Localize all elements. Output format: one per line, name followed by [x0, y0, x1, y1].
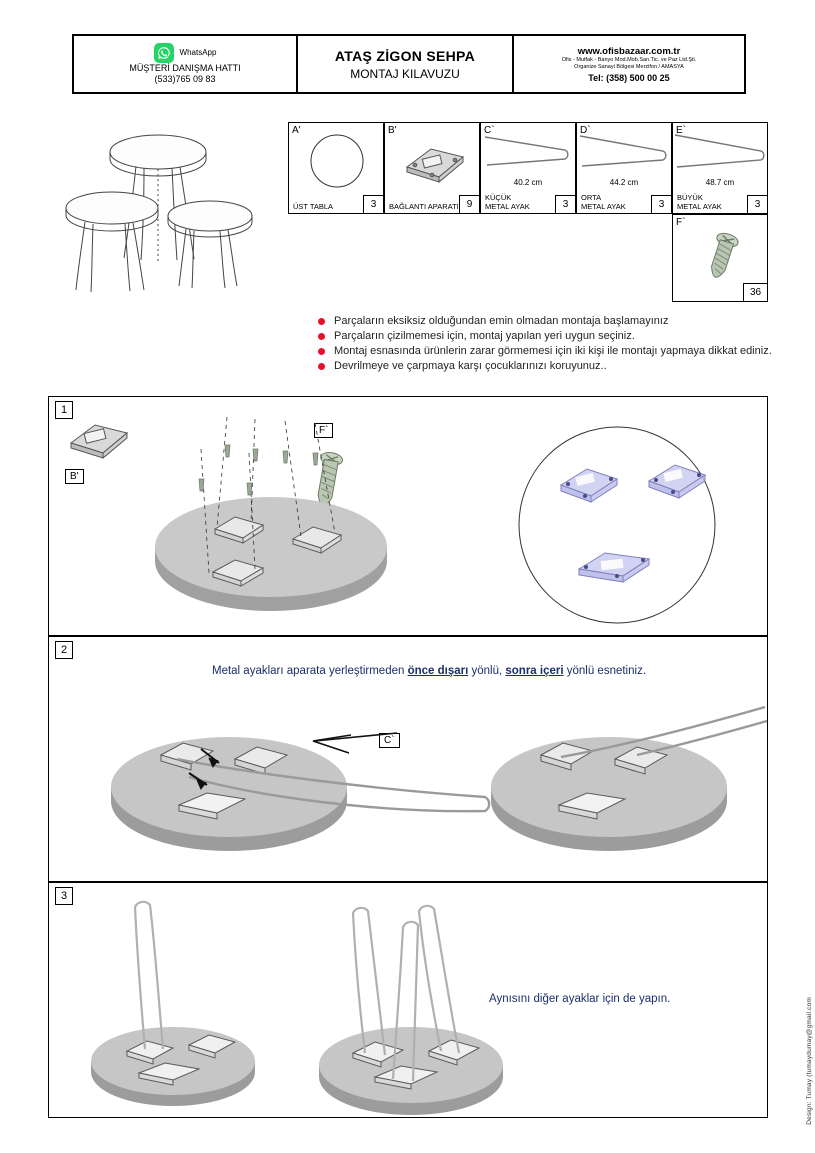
step-number: 3	[55, 887, 73, 905]
support-phone: (533)765 09 83	[154, 74, 216, 84]
header-bar	[72, 34, 746, 94]
part-code: D`	[580, 125, 591, 136]
step2-text-bold1: önce dışarı	[407, 665, 469, 677]
step2-text-bold2: sonra içeri	[505, 665, 564, 677]
warning-item	[318, 314, 788, 328]
step2-text-part2: yönlü,	[468, 665, 506, 677]
part-dimension: 48.7 cm	[705, 178, 735, 187]
design-credit: Design: Tumay (tumaydumay@gmail.com	[806, 997, 813, 1125]
part-cell-a	[288, 122, 384, 214]
bullet-icon	[318, 318, 325, 325]
part-cell-d	[576, 122, 672, 214]
company-name: Ofis - Mutfak - Banyo Mod.Mob.San.Tic. ve Paz Ltd.Şti.	[561, 56, 697, 63]
step2-text-part1: Metal ayakları aparata yerleştirmeden	[211, 665, 408, 677]
company-address: Organize Sanayi Bölgesi Merzifon / AMASYA	[574, 63, 684, 70]
header-title-block	[296, 36, 514, 92]
part-qty: 3	[747, 195, 767, 213]
header-contact	[74, 36, 296, 92]
whatsapp-icon	[154, 43, 174, 63]
step1-tag-f: F`	[314, 423, 333, 438]
part-cell-b	[384, 122, 480, 214]
part-name: BAĞLANTI APARATI	[389, 201, 459, 211]
step-number: 1	[55, 401, 73, 419]
company-phone: Tel: (358) 500 00 25	[588, 72, 670, 83]
warnings-list	[318, 314, 788, 374]
part-code: F`	[676, 217, 686, 228]
header-company-block	[514, 36, 744, 92]
bracket-icon	[385, 131, 479, 193]
part-name: BÜYÜK METAL AYAK	[677, 193, 722, 211]
warning-item	[318, 329, 788, 343]
part-cell-f	[672, 214, 768, 302]
step-3-instruction: Aynısını diğer ayaklar için de yapın.	[489, 993, 671, 1005]
part-qty: 36	[743, 283, 767, 301]
step1-tag-b: B'	[65, 469, 84, 484]
product-illustration	[40, 120, 280, 310]
parts-table	[288, 122, 768, 214]
bullet-icon	[318, 333, 325, 340]
part-cell-e	[672, 122, 768, 214]
part-name: ORTA METAL AYAK	[581, 193, 626, 211]
step-3-panel	[48, 882, 768, 1118]
website-url: www.ofisbazaar.com.tr	[577, 45, 681, 57]
part-cell-c	[480, 122, 576, 214]
round-tabletop-icon	[289, 131, 383, 193]
bullet-icon	[318, 363, 325, 370]
whatsapp-label: WhatsApp	[179, 48, 217, 57]
warning-text: Devrilmeye ve çarpmaya karşı çocuklarınızı koruyunuz..	[334, 360, 607, 372]
part-qty: 3	[555, 195, 575, 213]
part-name: KÜÇÜK METAL AYAK	[485, 193, 530, 211]
part-qty: 3	[651, 195, 671, 213]
step2-tag-c: C`	[379, 733, 400, 748]
product-title: ATAŞ ZİGON SEHPA	[334, 47, 476, 64]
step-number: 2	[55, 641, 73, 659]
warning-text: Montaj esnasında ürünlerin zarar görmemesi için iki kişi ile montajı yapmaya dikkat ediniz.	[334, 345, 772, 357]
part-code: C`	[484, 125, 495, 136]
part-qty: 9	[459, 195, 479, 213]
part-code: E`	[676, 125, 686, 136]
bullet-icon	[318, 348, 325, 355]
warning-text: Parçaların çizilmemesi için, montaj yapılan yeri uygun seçiniz.	[334, 330, 635, 342]
step-2-panel	[48, 636, 768, 882]
part-dimension: 44.2 cm	[609, 178, 639, 187]
part-name: ÜST TABLA	[293, 201, 334, 211]
warning-text: Parçaların eksiksiz olduğundan emin olmadan montaja başlamayınız	[334, 315, 669, 327]
document-subtitle: MONTAJ KILAVUZU	[350, 66, 460, 81]
step-1-panel	[48, 396, 768, 636]
part-dimension: 40.2 cm	[513, 178, 543, 187]
support-line-label: MÜŞTERİ DANIŞMA HATTI	[129, 63, 241, 73]
part-code: A'	[292, 125, 301, 136]
part-code: B'	[388, 125, 397, 136]
part-qty: 3	[363, 195, 383, 213]
warning-item	[318, 344, 788, 358]
warning-item	[318, 359, 788, 373]
step2-text-part3: yönlü esnetiniz.	[563, 665, 647, 677]
